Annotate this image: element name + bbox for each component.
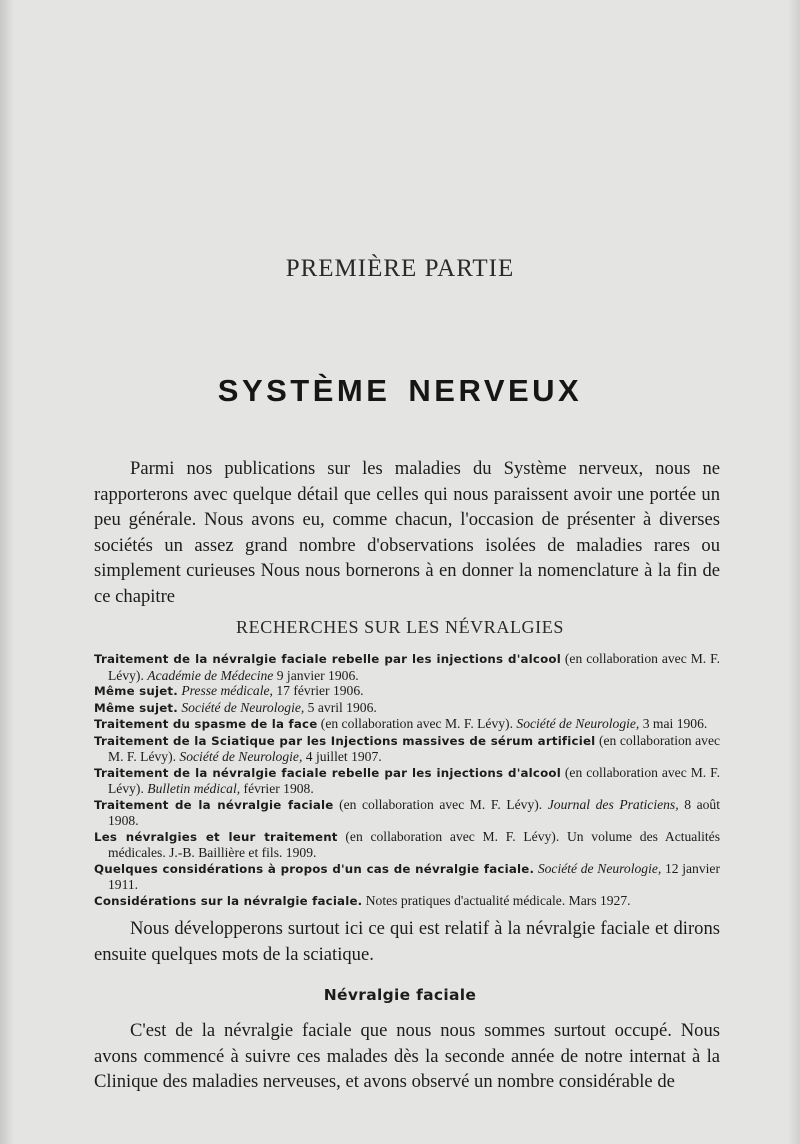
reference-item: [94, 765, 720, 797]
reference-journal: Société de Neurologie,: [181, 699, 305, 715]
reference-journal: Académie de Médecine: [147, 667, 274, 683]
reference-item: [94, 797, 720, 829]
reference-detail: Notes pratiques d'actualité médicale. Mars 1927.: [362, 892, 631, 908]
reference-title: Même sujet.: [94, 700, 178, 715]
reference-item: [94, 733, 720, 765]
reference-detail: (en collaboration avec M. F. Lévy).: [333, 796, 548, 812]
reference-item: [94, 861, 720, 893]
reference-title: Même sujet.: [94, 684, 178, 698]
reference-detail: (en collaboration avec M. F. Lévy).: [317, 716, 517, 731]
reference-item: [94, 829, 720, 861]
reference-journal: Société de Neurologie,: [516, 716, 640, 731]
reference-title: Traitement de la névralgie faciale rebelle par les injections d'alcool: [94, 765, 561, 780]
reference-detail: (en collaboration avec M. F. Lévy).: [108, 651, 720, 683]
reference-detail: (en collaboration avec M. F. Lévy).: [108, 764, 720, 796]
reference-item: [94, 893, 720, 910]
reference-date: 5 avril 1906.: [304, 699, 377, 715]
reference-item: [94, 683, 720, 700]
section-title: [0, 373, 800, 409]
reference-date: 12 janvier 1911.: [108, 860, 720, 892]
reference-journal: Presse médicale,: [181, 683, 273, 698]
reference-item: [94, 700, 720, 717]
reference-journal: Société de Neurologie,: [179, 749, 303, 764]
reference-detail: (en collaboration avec M. F. Lévy).: [108, 732, 721, 764]
reference-title: Traitement de la névralgie faciale: [94, 797, 334, 812]
intro-paragraph: Parmi nos publications sur les maladies du Système nerveux, nous ne rapporterons avec quelque détail que celles qui nous paraissent avoir une portée un peu générale. Nous avons eu, comme chacun, l'occasion de présenter à diverses sociétés un assez grand nombre d'observations isolées de maladies rares ou simplement curieuses Nous nous bornerons à en donner la nomenclature à la fin de ce chapitre: [94, 458, 720, 607]
reference-list: [94, 651, 720, 909]
reference-title: Quelques considérations à propos d'un cas de névralgie faciale.: [94, 861, 535, 876]
reference-detail: (en collaboration avec M. F. Lévy). Un volume des Actualités médicales. J.-B. Baillière et fils. 1909.: [108, 828, 720, 860]
reference-journal: Société de Neurologie,: [537, 860, 662, 876]
reference-title: Traitement de la névralgie faciale rebelle par les injections d'alcool: [94, 652, 561, 666]
reference-title: Traitement de la Sciatique par les Injections massives de sérum artificiel: [94, 733, 596, 748]
reference-journal: Journal des Praticiens,: [547, 796, 679, 812]
body-paragraph: C'est de la névralgie faciale que nous nous sommes surtout occupé. Nous avons commencé à suivre ces malades dès la seconde année de notre internat à la Clinique des maladies nerveuses, et avons observé un nombre considérable de: [94, 1020, 720, 1092]
part-title: PREMIÈRE PARTIE: [285, 255, 515, 282]
reference-title: Traitement du spasme de la face: [94, 717, 318, 731]
page-left-edge-shadow: [0, 0, 14, 1144]
reference-journal: Bulletin médical,: [147, 781, 241, 796]
reference-date: 9 janvier 1906.: [273, 667, 359, 683]
page-right-edge-shadow: [788, 0, 800, 1144]
reference-title: Considérations sur la névralgie faciale.: [94, 893, 363, 908]
reference-date: 3 mai 1906.: [639, 716, 708, 731]
reference-title: Les névralgies et leur traitement: [94, 829, 338, 844]
body-paragraph: Nous développerons surtout ici ce qui est relatif à la névralgie faciale et dirons ensuite quelques mots de la sciatique.: [94, 918, 720, 965]
reference-item: [94, 651, 720, 683]
subsection-heading: RECHERCHES SUR LES NÉVRALGIES: [236, 617, 564, 637]
reference-date: février 1908.: [240, 781, 314, 796]
section-title-word-1: SYSTÈME: [217, 373, 391, 408]
section-title-word-2: NERVEUX: [408, 373, 583, 408]
reference-item: [94, 716, 720, 733]
reference-date: 8 août 1908.: [108, 796, 720, 828]
subheading-nevralgie-faciale: Névralgie faciale: [323, 986, 477, 1004]
reference-date: 17 février 1906.: [272, 683, 364, 698]
reference-date: 4 juillet 1907.: [302, 749, 382, 764]
